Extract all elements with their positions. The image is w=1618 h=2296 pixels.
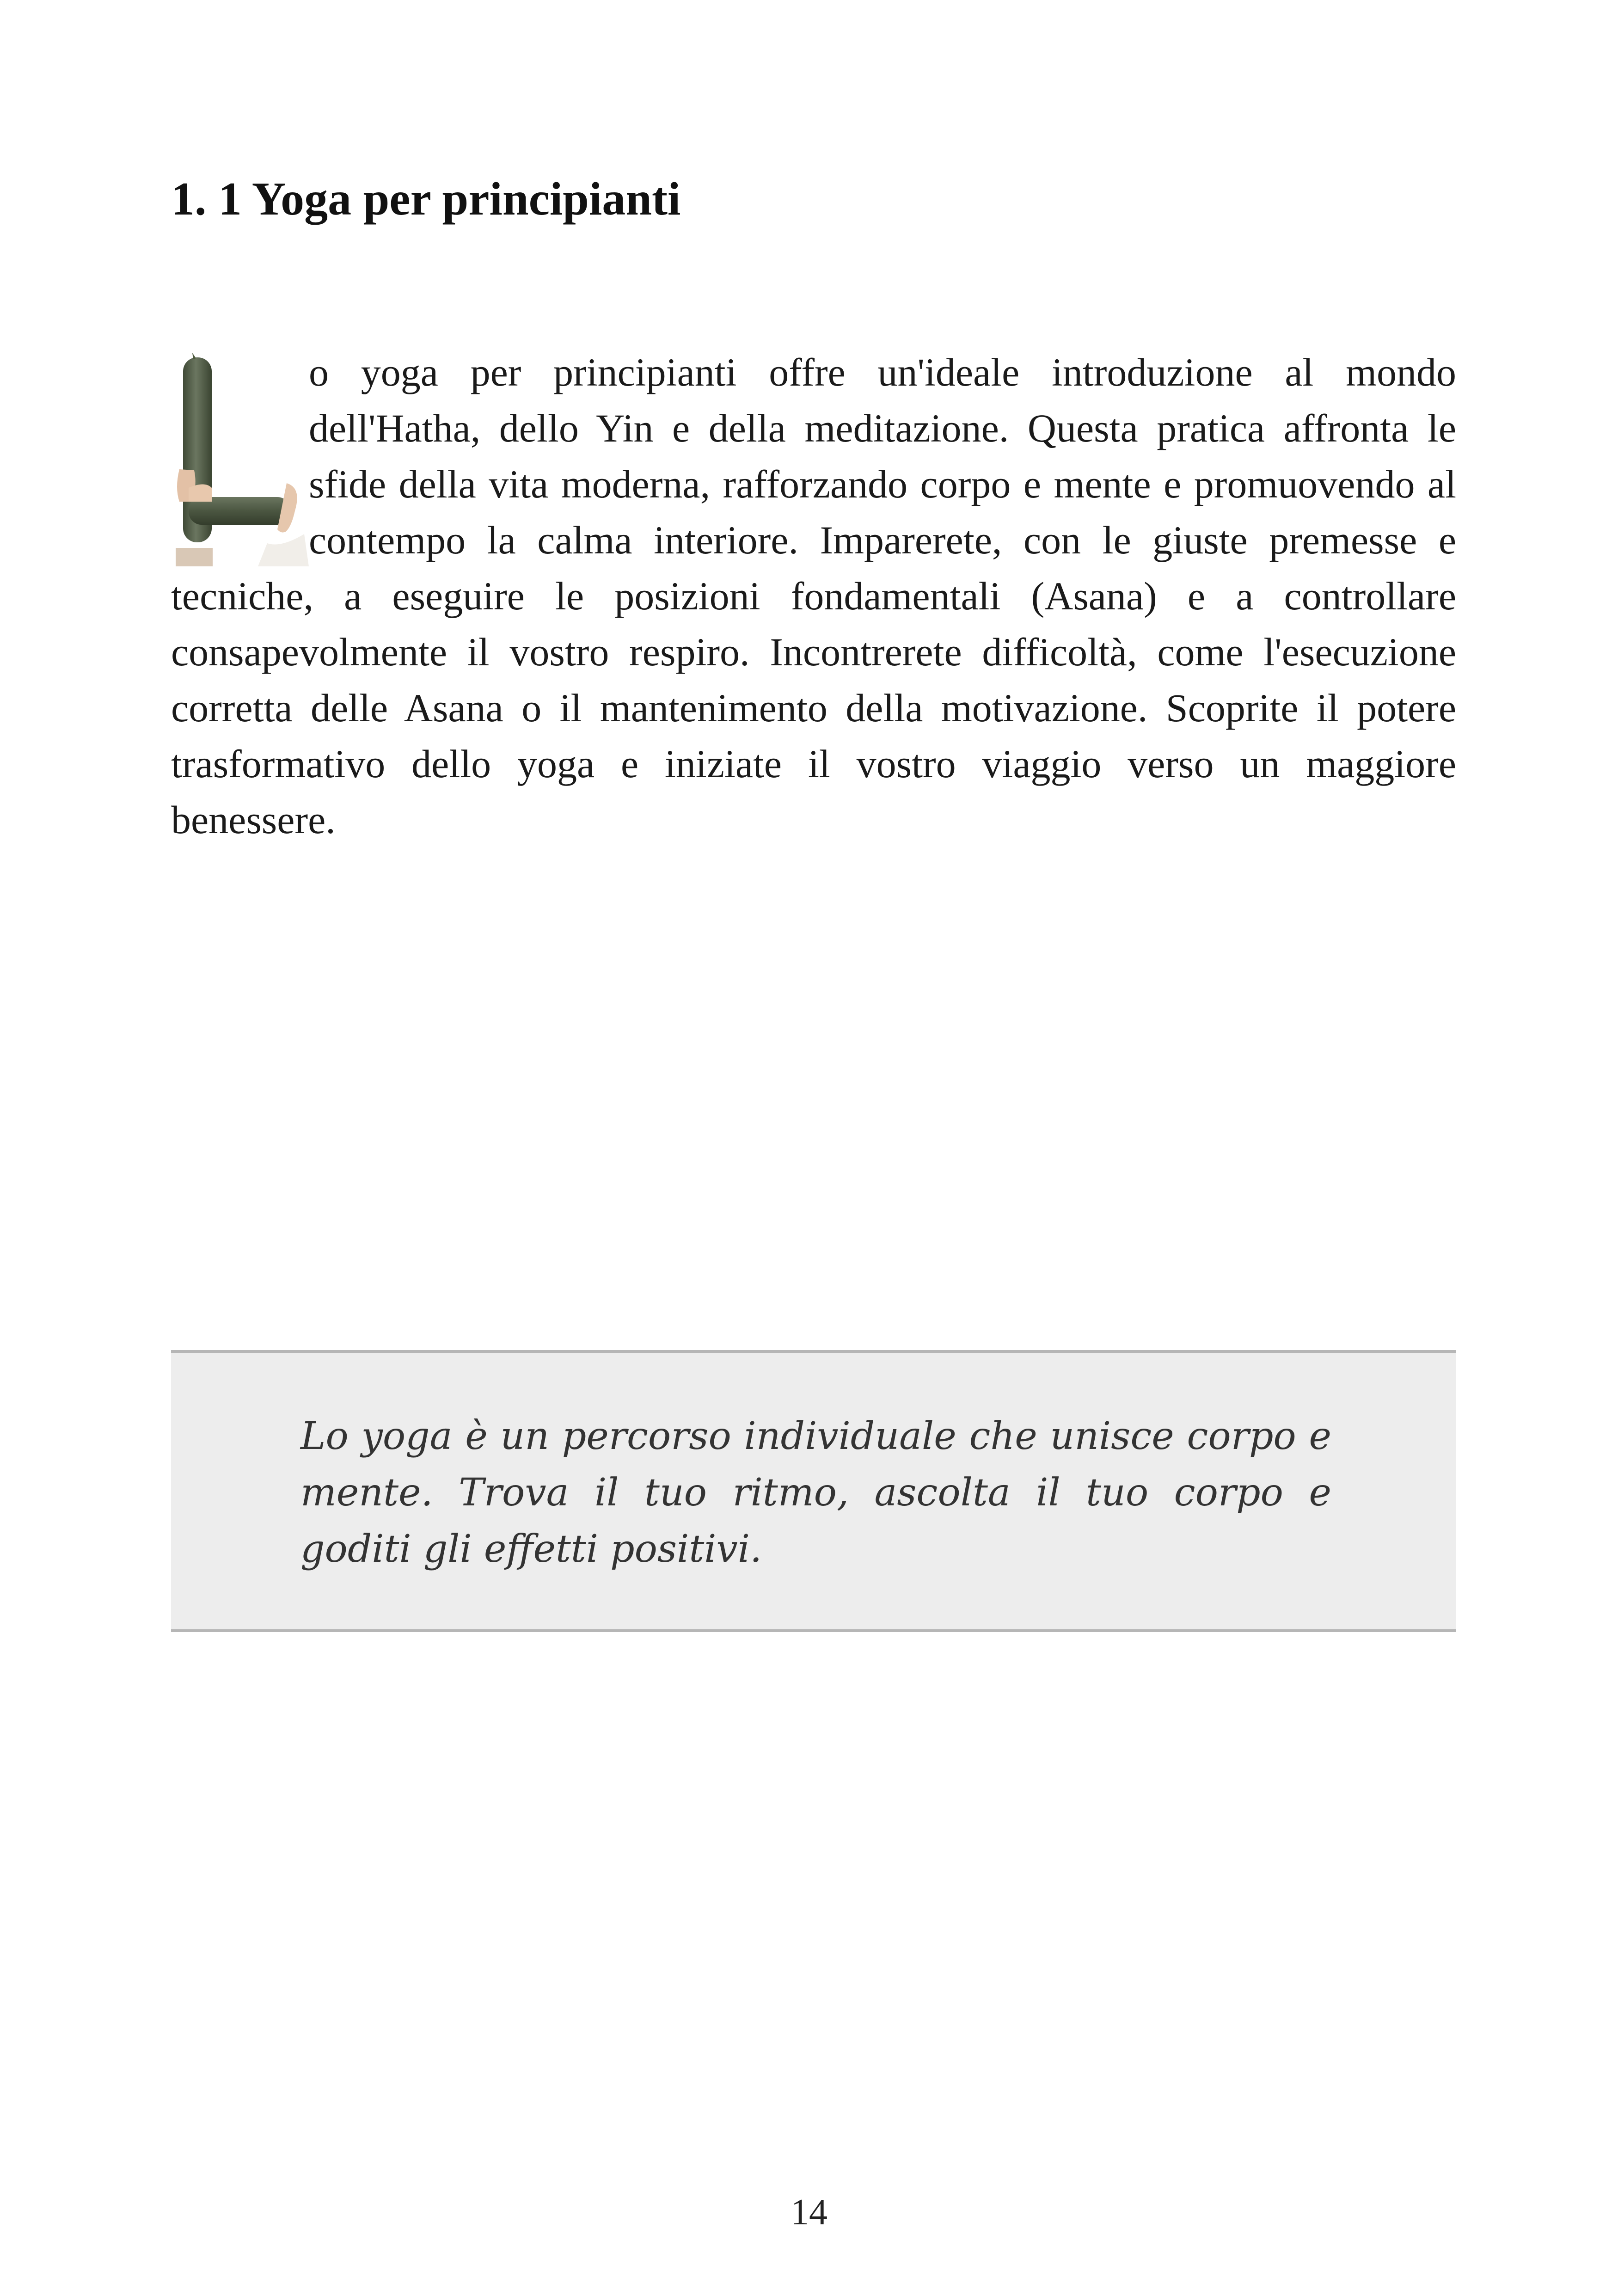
body-text: o yoga per principianti offre un'ideale introduzione al mondo dell'Hatha, dello Yin e della meditazione. Questa pratica affronta le sfide della vita moderna, rafforzando corpo e mente e promuovendo al contempo la calma interiore. Imparerete, con le giuste premesse e tecniche, a eseguire le posizioni fondamentali (Asana) e a controllare consapevolmente il vostro respiro. Incontrerete difficoltà, come l'esecuzione corretta delle Asana o il mantenimento della motivazione. Scoprite il potere trasformativo dello yoga e iniziate il vostro viaggio verso un maggiore benessere. bbox=[171, 350, 1456, 842]
callout-box bbox=[171, 1350, 1456, 1632]
page-number: 14 bbox=[791, 2192, 827, 2233]
section-heading: 1. 1 Yoga per principianti bbox=[171, 173, 681, 225]
body-paragraph bbox=[171, 344, 1456, 848]
drop-cap-l-image bbox=[170, 349, 309, 566]
callout-text: Lo yoga è un percorso individuale che unisce corpo e mente. Trova il tuo ritmo, ascolta il tuo corpo e goditi gli effetti positivi. bbox=[300, 1414, 1331, 1571]
